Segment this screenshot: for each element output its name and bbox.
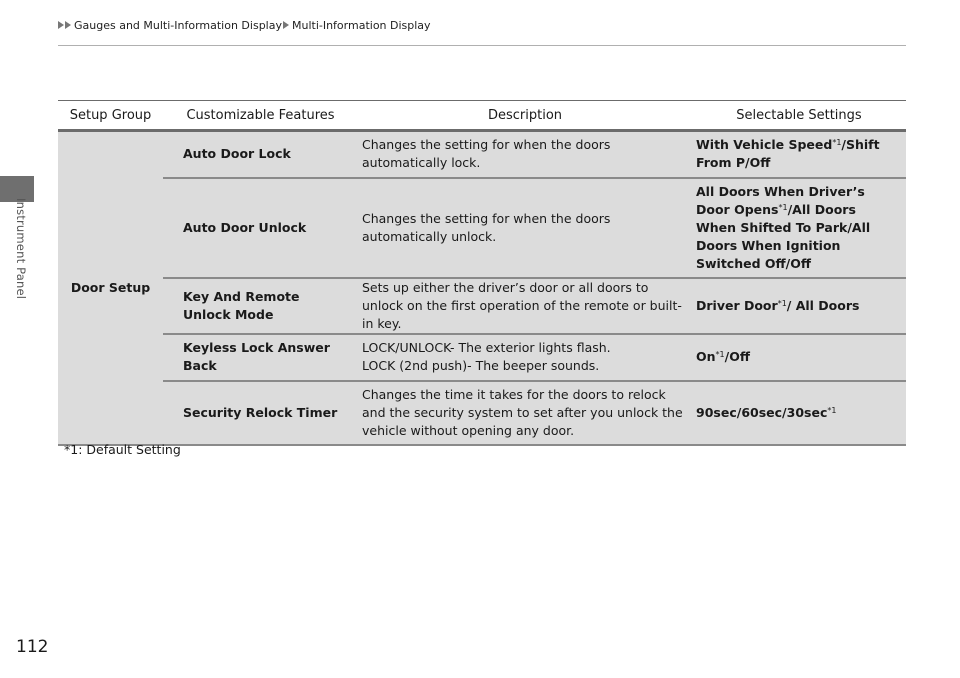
setting-option: Shift From P bbox=[696, 137, 880, 171]
table-row bbox=[58, 334, 906, 381]
setting-option: Off bbox=[749, 155, 771, 171]
default-marker: *1 bbox=[778, 202, 788, 212]
feature-cell: Auto Door Lock bbox=[163, 131, 358, 178]
breadcrumb bbox=[58, 19, 431, 32]
arrow-right-icon bbox=[58, 21, 64, 29]
settings-cell bbox=[692, 178, 906, 278]
table-row bbox=[58, 178, 906, 278]
default-marker: *1 bbox=[777, 298, 787, 308]
setting-option: Off bbox=[790, 255, 811, 271]
description-cell bbox=[358, 334, 692, 381]
setting-option: Driver Door bbox=[696, 297, 778, 313]
col-header-feature: Customizable Features bbox=[163, 101, 358, 131]
col-header-settings: Selectable Settings bbox=[692, 101, 906, 131]
table-row bbox=[58, 278, 906, 334]
separator: / bbox=[724, 349, 730, 364]
setting-option: All Doors When Ignition Switched Off bbox=[696, 219, 871, 271]
setting-option: 90sec bbox=[696, 404, 737, 420]
separator: / bbox=[786, 297, 796, 313]
default-marker: *1 bbox=[832, 138, 842, 148]
separator: / bbox=[736, 404, 742, 420]
footnote: *1: Default Setting bbox=[64, 442, 181, 457]
feature-cell: Security Relock Timer bbox=[163, 381, 358, 445]
settings-cell bbox=[692, 278, 906, 334]
separator: / bbox=[787, 201, 793, 217]
feature-cell: Key And Remote Unlock Mode bbox=[163, 278, 358, 334]
breadcrumb-link-mid[interactable]: Multi-Information Display bbox=[291, 19, 431, 32]
setting-option: Off bbox=[729, 349, 750, 364]
settings-table bbox=[58, 100, 906, 446]
separator: / bbox=[847, 219, 852, 235]
table-row bbox=[58, 381, 906, 445]
setting-option: With Vehicle Speed bbox=[696, 137, 833, 153]
header-divider bbox=[58, 45, 906, 46]
feature-cell: Auto Door Unlock bbox=[163, 178, 358, 278]
chapter-label bbox=[14, 198, 28, 316]
arrow-right-icon bbox=[283, 21, 289, 29]
col-header-description: Description bbox=[358, 101, 692, 131]
table-row bbox=[58, 131, 906, 178]
separator: / bbox=[782, 404, 787, 420]
separator: / bbox=[745, 155, 750, 171]
setting-option: 60sec bbox=[741, 404, 783, 420]
settings-cell bbox=[692, 334, 906, 381]
page-number: 112 bbox=[16, 637, 49, 657]
description-line: LOCK (2nd push)- The beeper sounds. bbox=[362, 358, 600, 373]
setting-option: All Doors When Driver’s Door Opens bbox=[696, 183, 865, 217]
feature-cell: Keyless Lock Answer Back bbox=[163, 334, 358, 381]
description-line: LOCK/UNLOCK- The exterior lights flash. bbox=[362, 340, 611, 355]
settings-cell bbox=[692, 131, 906, 178]
separator: / bbox=[841, 137, 846, 153]
setting-option: On bbox=[696, 349, 716, 364]
setting-option: All Doors When Shifted To Park bbox=[696, 201, 856, 235]
col-header-group: Setup Group bbox=[58, 101, 163, 131]
description-cell: Changes the time it takes for the doors to relock and the security system to set after you unlock the vehicle without opening any door. bbox=[358, 381, 692, 445]
description-cell: Changes the setting for when the doors automatically unlock. bbox=[358, 178, 692, 278]
arrow-right-icon bbox=[65, 21, 71, 29]
table-header-row bbox=[58, 101, 906, 131]
separator: / bbox=[785, 255, 791, 271]
breadcrumb-link-gauges[interactable]: Gauges and Multi-Information Display bbox=[74, 19, 282, 32]
settings-cell bbox=[692, 381, 906, 445]
description-cell: Sets up either the driver’s door or all doors to unlock on the first operation of the remote or built-in key. bbox=[358, 278, 692, 334]
setting-option: 30sec bbox=[786, 404, 828, 420]
description-cell: Changes the setting for when the doors automatically lock. bbox=[358, 131, 692, 178]
setting-option: All Doors bbox=[795, 297, 860, 313]
chapter-label-text: Instrument Panel bbox=[14, 198, 28, 300]
default-marker: *1 bbox=[827, 405, 837, 415]
group-cell: Door Setup bbox=[58, 131, 163, 445]
default-marker: *1 bbox=[715, 350, 725, 359]
